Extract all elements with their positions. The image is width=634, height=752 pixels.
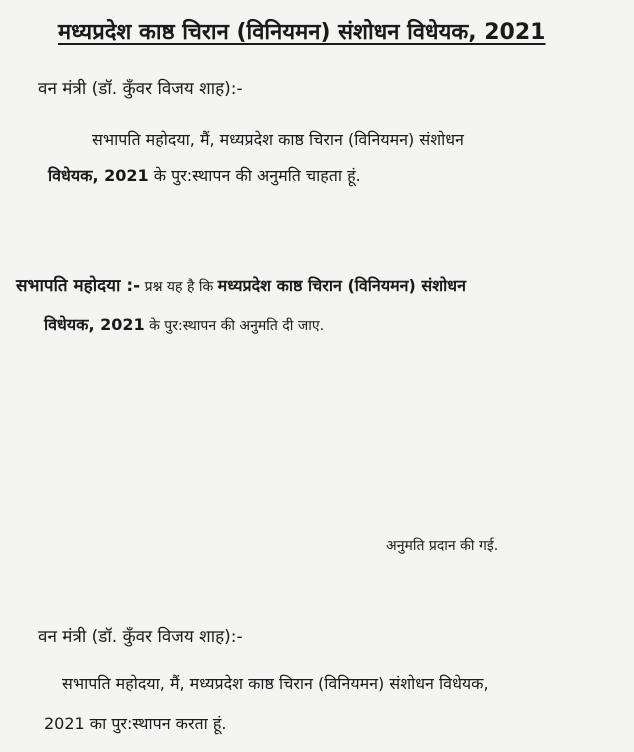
statement-line-2-rest: के पुर:स्थापन की अनुमति चाहता हूं. — [148, 166, 361, 185]
speaker-forest-minister: वन मंत्री (डॉ. कुँवर विजय शाह):- — [38, 79, 243, 99]
chair-statement-line-2 — [44, 313, 324, 335]
permission-granted-note: अनुमति प्रदान की गई. — [386, 538, 499, 554]
statement-line-1: सभापति महोदया, मैं, मध्यप्रदेश काष्ठ चिरान (विनियमन) संशोधन — [92, 130, 464, 149]
introduction-line-2: 2021 का पुर:स्थापन करता हूं. — [44, 714, 227, 733]
bill-year-bold: विधेयक, 2021 — [44, 315, 145, 334]
document-title: मध्यप्रदेश काष्ठ चिरान (विनियमन) संशोधन विधेयक, 2021 — [58, 20, 546, 45]
bill-name-bold: विधेयक, 2021 — [48, 166, 149, 185]
speaker-forest-minister: वन मंत्री (डॉ. कुँवर विजय शाह):- — [38, 627, 243, 647]
chair-statement-line-1 — [16, 273, 466, 296]
chair-statement-rest: के पुर:स्थापन की अनुमति दी जाए. — [144, 318, 325, 334]
question-text: प्रश्न यह है कि — [140, 279, 218, 295]
introduction-line-1: सभापति महोदया, मैं, मध्यप्रदेश काष्ठ चिरान (विनियमन) संशोधन विधेयक, — [62, 674, 489, 693]
bill-name-bold: मध्यप्रदेश काष्ठ चिरान (विनियमन) संशोधन — [217, 276, 466, 295]
statement-line-2 — [48, 164, 361, 186]
speaker-chairperson: सभापति महोदया :- — [16, 276, 141, 296]
